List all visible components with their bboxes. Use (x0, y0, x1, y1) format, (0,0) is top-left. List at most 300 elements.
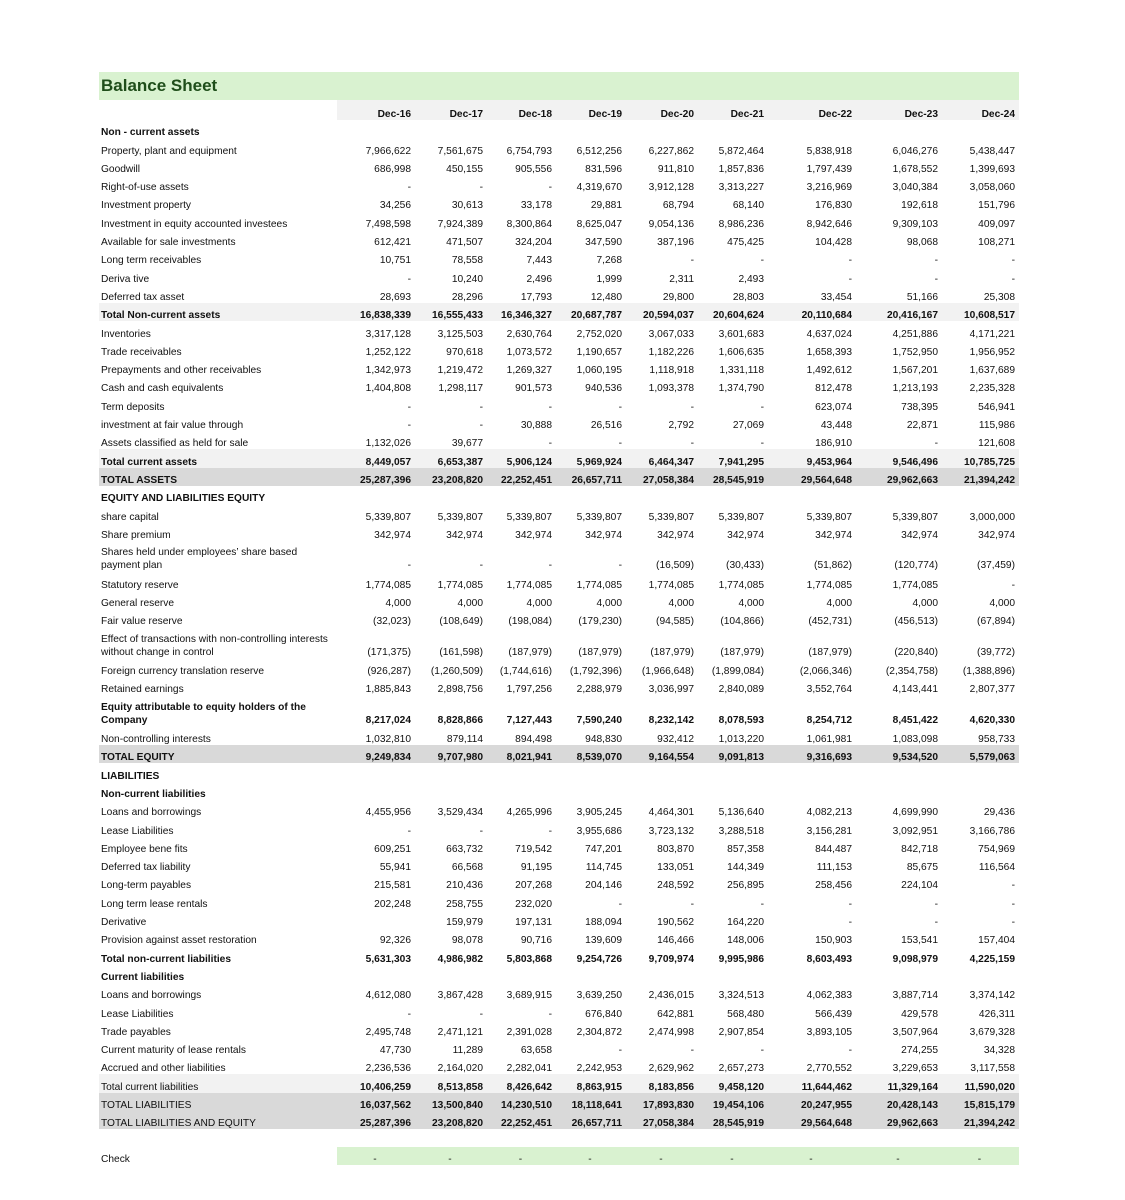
row-label[interactable]: Investment property (101, 200, 192, 212)
value-cell[interactable]: 7,498,598 (365, 218, 411, 230)
value-cell[interactable]: 2,752,020 (576, 328, 622, 340)
value-cell[interactable]: 5,339,807 (892, 511, 938, 523)
value-cell[interactable]: 116,564 (978, 862, 1015, 874)
value-cell[interactable]: 2,164,020 (437, 1063, 483, 1075)
value-cell[interactable]: 1,298,117 (438, 383, 483, 395)
row-label[interactable]: Lease Liabilities (101, 1008, 174, 1020)
value-cell[interactable] (698, 965, 768, 983)
value-cell[interactable]: 2,657,273 (718, 1063, 764, 1075)
value-cell[interactable]: 27,058,384 (626, 1111, 698, 1129)
row-label[interactable]: Deferred tax asset (101, 291, 185, 303)
value-cell[interactable] (337, 763, 415, 781)
value-cell[interactable]: - (1011, 255, 1015, 267)
value-cell[interactable]: 4,082,213 (806, 807, 852, 819)
value-cell[interactable]: 1,658,393 (806, 346, 852, 358)
value-cell[interactable]: - (618, 560, 622, 572)
value-cell[interactable]: - (690, 898, 694, 910)
value-cell[interactable]: (187,979) (808, 646, 852, 658)
value-cell[interactable]: 9,458,120 (698, 1074, 768, 1092)
row-label[interactable]: Accrued and other liabilities (101, 1063, 226, 1075)
value-cell[interactable]: 186,910 (815, 438, 852, 450)
value-cell[interactable] (487, 763, 556, 781)
value-cell[interactable]: 7,966,622 (365, 145, 411, 157)
value-cell[interactable]: 148,006 (727, 935, 764, 947)
value-cell[interactable]: 342,974 (515, 529, 552, 541)
value-cell[interactable]: 812,478 (815, 383, 852, 395)
value-cell[interactable]: 948,830 (585, 734, 622, 746)
value-cell[interactable]: 29,962,663 (856, 1111, 942, 1129)
value-cell[interactable]: - (934, 255, 938, 267)
row-label[interactable]: TOTAL LIABILITIES (99, 1093, 337, 1111)
value-cell[interactable]: 27,069 (732, 420, 764, 432)
row-label[interactable]: Current liabilities (101, 971, 185, 983)
value-cell[interactable]: 9,309,103 (892, 218, 938, 230)
value-cell[interactable]: 176,830 (815, 200, 852, 212)
value-cell[interactable]: 19,454,106 (698, 1093, 768, 1111)
value-cell[interactable]: 5,872,464 (718, 145, 764, 157)
check-cell[interactable]: - (942, 1147, 1019, 1165)
value-cell[interactable]: 11,590,020 (942, 1074, 1019, 1092)
value-cell[interactable]: 1,342,973 (365, 365, 411, 377)
row-label[interactable]: TOTAL LIABILITIES AND EQUITY (99, 1111, 337, 1129)
value-cell[interactable]: 2,495,748 (365, 1026, 411, 1038)
value-cell[interactable]: 612,421 (374, 237, 411, 249)
value-cell[interactable]: 4,251,886 (892, 328, 938, 340)
value-cell[interactable]: 2,311 (669, 273, 694, 285)
row-label[interactable]: Foreign currency translation reserve (101, 666, 265, 678)
value-cell[interactable]: - (848, 255, 852, 267)
value-cell[interactable]: 609,251 (374, 843, 411, 855)
value-cell[interactable]: 26,657,711 (556, 1111, 626, 1129)
row-label[interactable]: Term deposits (101, 401, 165, 413)
value-cell[interactable]: 1,269,327 (506, 365, 552, 377)
value-cell[interactable]: (187,979) (508, 646, 552, 658)
row-label[interactable]: share capital (101, 511, 159, 523)
value-cell[interactable]: 1,774,085 (576, 579, 622, 591)
column-header[interactable]: Dec-22 (768, 100, 856, 120)
value-cell[interactable]: 3,912,128 (648, 182, 694, 194)
row-label[interactable]: Non-controlling interests (101, 734, 211, 746)
value-cell[interactable]: - (760, 898, 764, 910)
value-cell[interactable]: 5,838,918 (806, 145, 852, 157)
value-cell[interactable]: 8,625,047 (576, 218, 622, 230)
value-cell[interactable]: 159,979 (446, 917, 483, 929)
value-cell[interactable]: 188,094 (585, 917, 622, 929)
value-cell[interactable] (337, 120, 415, 138)
value-cell[interactable]: 26,657,711 (556, 468, 626, 486)
value-cell[interactable] (337, 486, 415, 504)
value-cell[interactable]: 1,060,195 (576, 365, 622, 377)
value-cell[interactable]: - (1011, 579, 1015, 591)
value-cell[interactable]: 139,609 (585, 935, 622, 947)
value-cell[interactable]: 98,078 (451, 935, 483, 947)
value-cell[interactable]: 151,796 (978, 200, 1015, 212)
value-cell[interactable]: 1,774,085 (892, 579, 938, 591)
value-cell[interactable]: 426,311 (978, 1008, 1015, 1020)
value-cell[interactable]: 9,995,986 (718, 953, 764, 965)
value-cell[interactable]: 11,289 (452, 1045, 483, 1057)
value-cell[interactable]: - (548, 182, 552, 194)
value-cell[interactable]: 566,439 (815, 1008, 852, 1020)
value-cell[interactable]: 1,132,026 (365, 438, 411, 450)
value-cell[interactable]: 3,000,000 (969, 511, 1015, 523)
value-cell[interactable]: 90,716 (520, 935, 552, 947)
value-cell[interactable]: 3,955,686 (576, 825, 622, 837)
value-cell[interactable]: 8,828,866 (437, 714, 483, 726)
value-cell[interactable]: 28,545,919 (698, 1111, 768, 1129)
value-cell[interactable]: 1,606,635 (718, 346, 764, 358)
value-cell[interactable]: 4,612,080 (365, 990, 411, 1002)
value-cell[interactable]: (171,375) (367, 646, 411, 658)
value-cell[interactable]: (198,084) (508, 616, 552, 628)
value-cell[interactable]: 3,040,384 (892, 182, 938, 194)
value-cell[interactable]: 33,454 (820, 291, 852, 303)
value-cell[interactable]: - (934, 917, 938, 929)
value-cell[interactable]: 475,425 (727, 237, 764, 249)
value-cell[interactable]: 7,268 (596, 255, 622, 267)
value-cell[interactable]: 4,143,441 (892, 684, 938, 696)
value-cell[interactable]: (1,744,616) (499, 666, 552, 678)
value-cell[interactable]: 20,687,787 (556, 303, 626, 321)
value-cell[interactable]: 940,536 (585, 383, 622, 395)
value-cell[interactable]: 28,803 (732, 291, 764, 303)
row-label[interactable]: Employee bene fits (101, 843, 188, 855)
value-cell[interactable]: 9,453,964 (768, 449, 856, 467)
value-cell[interactable]: 29,564,648 (768, 468, 856, 486)
value-cell[interactable]: 153,541 (901, 935, 938, 947)
value-cell[interactable]: - (848, 273, 852, 285)
value-cell[interactable]: 3,125,503 (437, 328, 483, 340)
value-cell[interactable] (856, 486, 942, 504)
value-cell[interactable]: - (1011, 880, 1015, 892)
value-cell[interactable]: 3,905,245 (576, 807, 622, 819)
value-cell[interactable]: 16,346,327 (487, 303, 556, 321)
value-cell[interactable] (556, 486, 626, 504)
value-cell[interactable]: 20,428,143 (856, 1093, 942, 1111)
value-cell[interactable] (487, 782, 556, 800)
row-label[interactable]: Right-of-use assets (101, 182, 189, 194)
value-cell[interactable]: 8,021,941 (487, 745, 556, 763)
value-cell[interactable]: 7,924,389 (437, 218, 483, 230)
value-cell[interactable]: 9,091,813 (698, 745, 768, 763)
value-cell[interactable]: 4,000 (668, 597, 694, 609)
value-cell[interactable]: 146,466 (657, 935, 694, 947)
check-cell[interactable]: - (768, 1147, 856, 1165)
value-cell[interactable]: 34,256 (379, 200, 411, 212)
row-label[interactable]: Loans and borrowings (101, 807, 202, 819)
value-cell[interactable]: 844,487 (815, 843, 852, 855)
value-cell[interactable]: - (548, 825, 552, 837)
value-cell[interactable]: 4,000 (826, 597, 852, 609)
column-header[interactable]: Dec-21 (698, 100, 768, 120)
value-cell[interactable]: 3,117,558 (970, 1063, 1015, 1075)
value-cell[interactable]: 4,265,996 (506, 807, 552, 819)
row-label[interactable]: Retained earnings (101, 684, 184, 696)
value-cell[interactable]: 22,871 (906, 420, 938, 432)
value-cell[interactable]: 2,770,552 (806, 1063, 852, 1075)
value-cell[interactable]: 4,000 (738, 597, 764, 609)
value-cell[interactable]: 4,062,383 (806, 990, 852, 1002)
row-label[interactable]: Total current assets (99, 449, 337, 467)
value-cell[interactable]: 9,054,136 (648, 218, 694, 230)
value-cell[interactable]: 2,391,028 (506, 1026, 552, 1038)
value-cell[interactable]: 4,637,024 (806, 328, 852, 340)
value-cell[interactable]: - (848, 898, 852, 910)
row-label[interactable]: Loans and borrowings (101, 990, 202, 1002)
value-cell[interactable]: 7,941,295 (698, 449, 768, 467)
value-cell[interactable]: 3,288,518 (718, 825, 764, 837)
value-cell[interactable]: - (618, 438, 622, 450)
row-label[interactable]: LIABILITIES (101, 770, 160, 782)
value-cell[interactable]: 274,255 (901, 1045, 938, 1057)
value-cell[interactable]: 347,590 (585, 237, 622, 249)
value-cell[interactable]: 9,249,834 (337, 745, 415, 763)
value-cell[interactable]: - (618, 1045, 622, 1057)
value-cell[interactable]: (39,772) (977, 646, 1015, 658)
value-cell[interactable] (415, 965, 487, 983)
row-label[interactable]: Shares held under employees’ share based payment plan (101, 547, 298, 572)
value-cell[interactable] (415, 763, 487, 781)
value-cell[interactable]: 3,679,328 (969, 1026, 1015, 1038)
value-cell[interactable]: 623,074 (815, 401, 852, 413)
value-cell[interactable]: 1,182,226 (648, 346, 694, 358)
value-cell[interactable]: 10,785,725 (942, 449, 1019, 467)
value-cell[interactable] (698, 486, 768, 504)
check-cell[interactable]: - (556, 1147, 626, 1165)
value-cell[interactable]: 1,774,085 (806, 579, 852, 591)
value-cell[interactable]: 831,596 (585, 163, 622, 175)
value-cell[interactable]: - (479, 182, 483, 194)
value-cell[interactable]: - (548, 1008, 552, 1020)
value-cell[interactable]: 429,578 (901, 1008, 938, 1020)
value-cell[interactable] (415, 120, 487, 138)
value-cell[interactable]: 1,093,378 (648, 383, 694, 395)
value-cell[interactable]: 5,339,807 (718, 511, 764, 523)
value-cell[interactable]: - (934, 273, 938, 285)
value-cell[interactable]: (30,433) (726, 560, 764, 572)
value-cell[interactable]: 6,512,256 (576, 145, 622, 157)
value-cell[interactable]: 92,326 (379, 935, 411, 947)
value-cell[interactable]: 1,374,790 (718, 383, 764, 395)
value-cell[interactable]: 28,545,919 (698, 468, 768, 486)
value-cell[interactable]: 1,637,689 (969, 365, 1015, 377)
value-cell[interactable]: 2,474,998 (648, 1026, 694, 1038)
row-label[interactable]: investment at fair value through (101, 420, 244, 432)
value-cell[interactable]: (32,023) (373, 616, 411, 628)
value-cell[interactable]: 1,797,439 (806, 163, 852, 175)
value-cell[interactable]: 5,339,807 (437, 511, 483, 523)
value-cell[interactable]: 98,068 (906, 237, 938, 249)
value-cell[interactable]: 3,317,128 (365, 328, 411, 340)
value-cell[interactable]: 6,653,387 (415, 449, 487, 467)
value-cell[interactable]: 3,867,428 (437, 990, 483, 1002)
value-cell[interactable]: - (407, 401, 411, 413)
value-cell[interactable]: - (760, 438, 764, 450)
value-cell[interactable]: 68,794 (662, 200, 694, 212)
value-cell[interactable] (768, 782, 856, 800)
value-cell[interactable]: 911,810 (657, 163, 694, 175)
value-cell[interactable]: 4,464,301 (648, 807, 694, 819)
value-cell[interactable]: 3,216,969 (806, 182, 852, 194)
value-cell[interactable]: 17,893,830 (626, 1093, 698, 1111)
value-cell[interactable]: 342,974 (446, 529, 483, 541)
value-cell[interactable]: 3,887,714 (892, 990, 938, 1002)
value-cell[interactable]: 9,546,496 (856, 449, 942, 467)
check-label[interactable]: Check (101, 1154, 130, 1166)
value-cell[interactable]: 8,539,070 (556, 745, 626, 763)
value-cell[interactable]: 1,774,085 (506, 579, 552, 591)
value-cell[interactable]: 204,146 (585, 880, 622, 892)
value-cell[interactable]: - (934, 898, 938, 910)
row-label[interactable]: Trade payables (101, 1026, 171, 1038)
row-label[interactable]: Provision against asset restoration (101, 935, 257, 947)
value-cell[interactable]: 4,000 (596, 597, 622, 609)
value-cell[interactable]: 14,230,510 (487, 1093, 556, 1111)
value-cell[interactable]: 1,331,118 (719, 365, 764, 377)
value-cell[interactable]: 25,308 (983, 291, 1015, 303)
value-cell[interactable]: 8,078,593 (718, 714, 764, 726)
value-cell[interactable] (768, 965, 856, 983)
value-cell[interactable]: 2,629,962 (648, 1063, 694, 1075)
value-cell[interactable]: 224,104 (901, 880, 938, 892)
value-cell[interactable]: - (1011, 273, 1015, 285)
value-cell[interactable]: 2,907,854 (718, 1026, 764, 1038)
value-cell[interactable]: 2,807,377 (969, 684, 1015, 696)
value-cell[interactable]: 8,986,236 (718, 218, 764, 230)
value-cell[interactable]: 6,227,862 (648, 145, 694, 157)
value-cell[interactable]: (94,585) (656, 616, 694, 628)
row-label[interactable]: Total current liabilities (99, 1074, 337, 1092)
value-cell[interactable] (337, 965, 415, 983)
value-cell[interactable]: 23,208,820 (415, 468, 487, 486)
value-cell[interactable]: 16,838,339 (337, 303, 415, 321)
value-cell[interactable]: 68,140 (732, 200, 764, 212)
value-cell[interactable]: 8,451,422 (892, 714, 938, 726)
value-cell[interactable]: 342,974 (901, 529, 938, 541)
value-cell[interactable]: 63,658 (520, 1045, 552, 1057)
row-label[interactable]: Property, plant and equipment (101, 145, 237, 157)
value-cell[interactable]: 3,156,281 (806, 825, 852, 837)
column-header[interactable]: Dec-19 (556, 100, 626, 120)
value-cell[interactable]: 342,974 (657, 529, 694, 541)
value-cell[interactable]: 686,998 (374, 163, 411, 175)
value-cell[interactable]: 29,564,648 (768, 1111, 856, 1129)
row-label[interactable]: Cash and cash equivalents (101, 383, 224, 395)
value-cell[interactable] (942, 120, 1019, 138)
value-cell[interactable]: 2,840,089 (718, 684, 764, 696)
value-cell[interactable]: (67,894) (977, 616, 1015, 628)
value-cell[interactable]: - (407, 182, 411, 194)
row-label[interactable]: General reserve (101, 597, 175, 609)
value-cell[interactable]: 676,840 (585, 1008, 622, 1020)
value-cell[interactable]: 29,962,663 (856, 468, 942, 486)
value-cell[interactable]: 3,723,132 (648, 825, 694, 837)
value-cell[interactable]: - (407, 420, 411, 432)
value-cell[interactable]: 39,677 (451, 438, 483, 450)
value-cell[interactable] (768, 486, 856, 504)
value-cell[interactable]: 5,969,924 (556, 449, 626, 467)
value-cell[interactable]: 12,480 (590, 291, 622, 303)
row-label[interactable]: EQUITY AND LIABILITIES EQUITY (101, 493, 266, 505)
value-cell[interactable]: 202,248 (374, 898, 411, 910)
row-label[interactable]: Derivative (101, 917, 147, 929)
value-cell[interactable]: 30,888 (520, 420, 552, 432)
value-cell[interactable]: 1,118,918 (649, 365, 694, 377)
value-cell[interactable]: (187,979) (578, 646, 622, 658)
value-cell[interactable]: (1,388,896) (962, 666, 1015, 678)
row-label[interactable]: Long term receivables (101, 255, 202, 267)
value-cell[interactable]: 258,755 (446, 898, 483, 910)
value-cell[interactable]: 121,608 (978, 438, 1015, 450)
value-cell[interactable]: 1,492,612 (806, 365, 852, 377)
value-cell[interactable]: 2,282,041 (506, 1063, 552, 1075)
check-cell[interactable]: - (415, 1147, 487, 1165)
value-cell[interactable]: - (848, 917, 852, 929)
value-cell[interactable]: 8,232,142 (648, 714, 694, 726)
value-cell[interactable]: (37,459) (977, 560, 1015, 572)
value-cell[interactable]: (179,230) (578, 616, 622, 628)
value-cell[interactable] (556, 763, 626, 781)
value-cell[interactable]: 22,252,451 (487, 468, 556, 486)
value-cell[interactable]: 958,733 (978, 734, 1015, 746)
value-cell[interactable]: 21,394,242 (942, 468, 1019, 486)
value-cell[interactable]: 10,240 (451, 273, 483, 285)
value-cell[interactable]: 324,204 (515, 237, 552, 249)
value-cell[interactable]: 28,693 (379, 291, 411, 303)
value-cell[interactable]: 2,792 (668, 420, 694, 432)
value-cell[interactable]: 2,236,536 (365, 1063, 411, 1075)
value-cell[interactable] (626, 782, 698, 800)
value-cell[interactable]: 450,155 (446, 163, 483, 175)
value-cell[interactable]: 1,252,122 (365, 346, 411, 358)
value-cell[interactable]: 1,073,572 (506, 346, 552, 358)
value-cell[interactable]: (187,979) (650, 646, 694, 658)
value-cell[interactable]: 11,644,462 (768, 1074, 856, 1092)
row-label[interactable]: Deferred tax liability (101, 862, 191, 874)
value-cell[interactable]: (104,866) (720, 616, 764, 628)
value-cell[interactable]: (220,840) (894, 646, 938, 658)
value-cell[interactable]: 1,774,085 (365, 579, 411, 591)
value-cell[interactable]: 29,800 (662, 291, 694, 303)
value-cell[interactable]: - (407, 1008, 411, 1020)
value-cell[interactable]: 6,464,347 (626, 449, 698, 467)
value-cell[interactable]: 1,013,220 (718, 734, 764, 746)
value-cell[interactable]: 342,974 (978, 529, 1015, 541)
value-cell[interactable]: 2,496 (526, 273, 552, 285)
value-cell[interactable]: 4,171,221 (969, 328, 1015, 340)
value-cell[interactable] (337, 910, 415, 928)
value-cell[interactable]: 43,448 (820, 420, 852, 432)
row-label[interactable]: Total Non-current assets (99, 303, 337, 321)
row-label[interactable]: Non-current liabilities (101, 789, 206, 800)
value-cell[interactable]: - (1011, 917, 1015, 929)
value-cell[interactable]: 8,603,493 (806, 953, 852, 965)
value-cell[interactable]: 894,498 (515, 734, 552, 746)
value-cell[interactable]: 803,870 (657, 843, 694, 855)
value-cell[interactable]: 55,941 (379, 862, 411, 874)
value-cell[interactable]: 108,271 (978, 237, 1015, 249)
value-cell[interactable]: 11,329,164 (856, 1074, 942, 1092)
value-cell[interactable]: 568,480 (727, 1008, 764, 1020)
value-cell[interactable]: - (479, 560, 483, 572)
value-cell[interactable]: (926,287) (367, 666, 411, 678)
column-header[interactable]: Dec-17 (415, 100, 487, 120)
value-cell[interactable]: 2,235,328 (969, 383, 1015, 395)
value-cell[interactable]: 164,220 (727, 917, 764, 929)
value-cell[interactable]: (1,260,509) (430, 666, 483, 678)
value-cell[interactable]: 1,083,098 (892, 734, 938, 746)
value-cell[interactable]: 51,166 (906, 291, 938, 303)
